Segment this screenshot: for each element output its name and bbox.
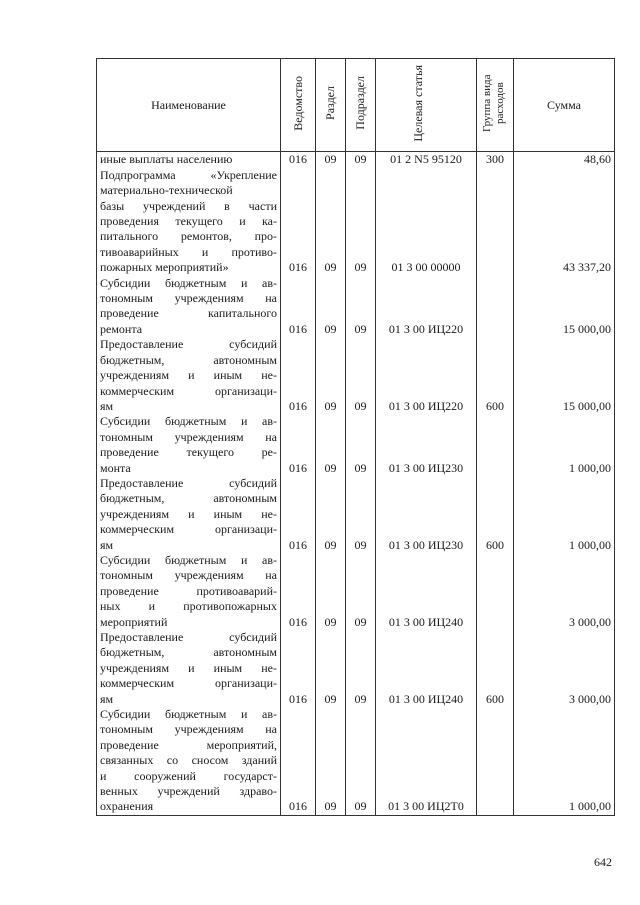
row-sum-value: 1 000,00 (569, 537, 611, 552)
row-sum (514, 168, 615, 276)
row-group (477, 168, 514, 276)
header-sum: Сумма (514, 59, 615, 152)
header-stat: Целевая статья (376, 59, 477, 152)
row-name-line: Субсидии бюджетным и ав- (100, 275, 277, 290)
table-row (97, 337, 615, 414)
row-name-line: материально-технической (100, 183, 233, 198)
row-name-line: бюджетным, автономным (100, 491, 277, 506)
row-ved-value: 016 (289, 537, 307, 552)
row-name-line: проведение противоаварий- (100, 583, 277, 598)
row-name-line: базы учреждений в части (100, 198, 277, 213)
row-name-line: Субсидии бюджетным и ав- (100, 552, 277, 567)
table-row (97, 476, 615, 553)
row-ved (281, 152, 316, 168)
row-ved-value: 016 (289, 260, 307, 275)
row-razdel-value: 09 (324, 260, 337, 275)
row-group-value: 600 (486, 691, 504, 706)
row-ved-value: 016 (289, 398, 307, 413)
row-name (97, 276, 281, 338)
row-stat-value: 01 2 N5 95120 (390, 152, 462, 167)
row-name (97, 168, 281, 276)
row-name-line: Субсидии бюджетным и ав- (100, 707, 277, 722)
row-razdel-value: 09 (324, 321, 337, 336)
row-ved (281, 337, 316, 414)
row-ved-value: 016 (289, 460, 307, 475)
row-sum-value: 3 000,00 (569, 614, 611, 629)
row-ved-value: 016 (289, 799, 307, 814)
row-name-line: ям (100, 691, 114, 706)
row-group (477, 276, 514, 338)
row-stat (376, 337, 477, 414)
row-stat-value: 01 3 00 ИЦ2Т0 (388, 799, 464, 814)
row-razdel (316, 476, 346, 553)
row-sum-value: 1 000,00 (569, 460, 611, 475)
row-name-line: тономным учреждениям на (100, 429, 277, 444)
row-ved-value: 016 (289, 152, 307, 167)
table-row (97, 152, 615, 168)
budget-table (96, 58, 615, 816)
row-podrazdel-value: 09 (354, 398, 367, 413)
row-podrazdel (346, 168, 376, 276)
row-ved (281, 476, 316, 553)
row-name-line: проведение мероприятий, (100, 737, 277, 752)
row-name-line: монта (100, 460, 131, 475)
row-group-value: 600 (486, 537, 504, 552)
row-name-line: бюджетным, автономным (100, 645, 277, 660)
row-stat (376, 553, 477, 630)
row-name (97, 707, 281, 815)
row-name-line: проведение текущего ре- (100, 445, 277, 460)
table-row (97, 630, 615, 707)
row-podrazdel-value: 09 (354, 321, 367, 336)
row-name-line: питального ремонтов, про- (100, 229, 277, 244)
row-podrazdel (346, 276, 376, 338)
row-razdel-value: 09 (324, 691, 337, 706)
row-name-line: мероприятий (100, 614, 168, 629)
row-sum (514, 707, 615, 815)
row-name-line: Предоставление субсидий (100, 630, 277, 644)
table-row (97, 414, 615, 476)
row-stat-value: 01 3 00 ИЦ240 (388, 691, 464, 706)
row-sum-value: 3 000,00 (569, 691, 611, 706)
row-stat (376, 276, 477, 338)
row-podrazdel-value: 09 (354, 691, 367, 706)
row-name-line: Предоставление субсидий (100, 475, 277, 490)
row-name-line: ям (100, 537, 114, 552)
row-razdel (316, 152, 346, 168)
header-podrazdel: Подраздел (346, 59, 376, 152)
table-row (97, 276, 615, 338)
row-name (97, 476, 281, 553)
row-sum-value: 48,60 (584, 152, 611, 167)
row-ved (281, 168, 316, 276)
row-ved (281, 630, 316, 707)
row-name-line: ремонта (100, 321, 143, 336)
row-name-line: венных учреждений здраво- (100, 784, 277, 799)
row-stat-value: 01 3 00 ИЦ240 (388, 614, 464, 629)
page-number: 642 (594, 855, 612, 869)
row-group-value: 600 (486, 398, 504, 413)
row-name (97, 630, 281, 707)
row-name-line: пожарных мероприятий» (100, 260, 229, 275)
row-stat-value: 01 3 00 ИЦ220 (388, 321, 464, 336)
row-razdel (316, 337, 346, 414)
row-name (97, 414, 281, 476)
row-podrazdel (346, 630, 376, 707)
row-stat-value: 01 3 00 00000 (391, 260, 461, 275)
row-sum (514, 414, 615, 476)
row-ved-value: 016 (289, 321, 307, 336)
row-podrazdel (346, 553, 376, 630)
row-stat (376, 414, 477, 476)
row-name-line: коммерческим организаци- (100, 676, 277, 691)
row-name-line: Подпрограмма «Укрепление (100, 167, 277, 182)
row-group-value (480, 553, 510, 615)
row-name-line: коммерческим организаци- (100, 522, 277, 537)
row-name-line: тономным учреждениям на (100, 568, 277, 583)
row-sum (514, 337, 615, 414)
table-row (97, 168, 615, 276)
row-group-value (480, 276, 510, 322)
table-row (97, 707, 615, 815)
row-sum-value: 15 000,00 (563, 398, 611, 413)
header-group: Группа вида расходов (477, 59, 514, 152)
row-razdel (316, 168, 346, 276)
row-sum-value: 43 337,20 (563, 260, 611, 275)
row-name (97, 152, 281, 168)
row-sum (514, 630, 615, 707)
row-ved (281, 276, 316, 338)
row-sum (514, 476, 615, 553)
row-group-value: 300 (486, 152, 504, 167)
row-name-line: и сооружений государст- (100, 768, 277, 783)
row-name-line: тономным учреждениям на (100, 722, 277, 737)
table-header-row (97, 59, 615, 152)
row-podrazdel (346, 152, 376, 168)
row-sum-value: 1 000,00 (569, 799, 611, 814)
row-podrazdel-value: 09 (354, 537, 367, 552)
row-podrazdel (346, 476, 376, 553)
row-group-value (480, 707, 510, 799)
row-name-line: Субсидии бюджетным и ав- (100, 414, 277, 429)
row-group (477, 337, 514, 414)
row-stat-value: 01 3 00 ИЦ230 (388, 460, 464, 475)
row-group (477, 476, 514, 553)
row-razdel-value: 09 (324, 460, 337, 475)
row-razdel-value: 09 (324, 537, 337, 552)
row-podrazdel (346, 414, 376, 476)
row-name-line: Предоставление субсидий (100, 337, 277, 352)
row-stat (376, 630, 477, 707)
row-podrazdel-value: 09 (354, 260, 367, 275)
row-razdel-value: 09 (324, 799, 337, 814)
row-podrazdel (346, 707, 376, 815)
row-stat (376, 707, 477, 815)
row-group (477, 414, 514, 476)
row-razdel (316, 276, 346, 338)
header-ved: Ведомство (281, 59, 316, 152)
row-group (477, 553, 514, 630)
row-ved (281, 707, 316, 815)
row-name-line: проведение капитального (100, 306, 277, 321)
row-razdel (316, 553, 346, 630)
row-stat-value: 01 3 00 ИЦ230 (388, 537, 464, 552)
row-group (477, 630, 514, 707)
row-ved (281, 414, 316, 476)
row-name-line: бюджетным, автономным (100, 352, 277, 367)
row-name-line: учреждениям и иным не- (100, 368, 277, 383)
row-razdel (316, 707, 346, 815)
row-stat (376, 476, 477, 553)
row-name-line: проведения текущего и ка- (100, 214, 277, 229)
row-group (477, 707, 514, 815)
row-sum-value: 15 000,00 (563, 321, 611, 336)
row-name-line: иные выплаты населению (100, 152, 233, 167)
row-razdel-value: 09 (324, 614, 337, 629)
row-name-line: охранения (100, 799, 154, 814)
row-sum (514, 553, 615, 630)
row-razdel (316, 630, 346, 707)
row-razdel-value: 09 (324, 398, 337, 413)
row-podrazdel-value: 09 (354, 614, 367, 629)
row-name-line: учреждениям и иным не- (100, 506, 277, 521)
row-podrazdel (346, 337, 376, 414)
row-ved-value: 016 (289, 691, 307, 706)
row-ved-value: 016 (289, 614, 307, 629)
row-stat (376, 168, 477, 276)
table-row (97, 553, 615, 630)
row-sum (514, 152, 615, 168)
row-podrazdel-value: 09 (354, 152, 367, 167)
row-group-value (480, 168, 510, 260)
row-razdel (316, 414, 346, 476)
row-stat-value: 01 3 00 ИЦ220 (388, 398, 464, 413)
row-sum (514, 276, 615, 338)
row-group-value (480, 414, 510, 460)
header-name: Наименование (97, 59, 281, 152)
row-group (477, 152, 514, 168)
row-stat (376, 152, 477, 168)
row-name-line: тивоаварийных и противо- (100, 244, 277, 259)
row-name-line: коммерческим организаци- (100, 383, 277, 398)
row-name-line: ных и противопожарных (100, 599, 277, 614)
row-name-line: учреждениям и иным не- (100, 660, 277, 675)
row-podrazdel-value: 09 (354, 799, 367, 814)
row-podrazdel-value: 09 (354, 460, 367, 475)
row-name-line: тономным учреждениям на (100, 291, 277, 306)
row-razdel-value: 09 (324, 152, 337, 167)
header-razdel: Раздел (316, 59, 346, 152)
row-name (97, 337, 281, 414)
row-name (97, 553, 281, 630)
row-name-line: связанных со сносом зданий (100, 753, 277, 768)
row-ved (281, 553, 316, 630)
row-name-line: ям (100, 398, 114, 413)
